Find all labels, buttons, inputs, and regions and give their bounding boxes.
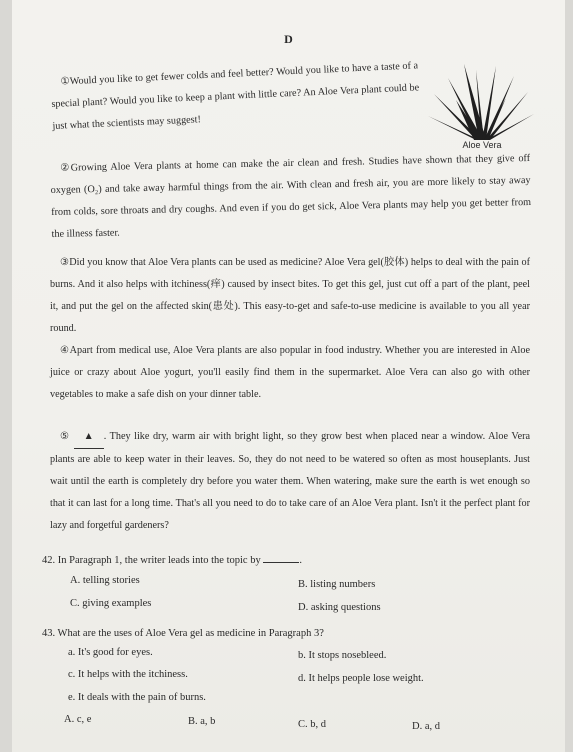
paragraph-1: ①Would you like to get fewer colds and feel better? Would you like to have a taste of a special plant? Would you like to keep a plant with little care? An Aloe Vera plant could be just what the scientists may suggest!: [51, 60, 420, 133]
paragraph-5-text: . They like dry, warm air with bright light, so they grow best when placed near a window. Aloe Vera plants are able to keep water in their leaves. So, they do not need to be watered so often as most houseplants. Just wait until the earth is completely dry before you water them. When watering, make sure the earth is wet enough so that it can last for a long time. That's all you need to do to take care of an Aloe Vera plant. Isn't it the perfect plant for lazy and forgetful gardeners?: [50, 431, 531, 532]
q43-item-b: b. It stops nosebleed.: [298, 650, 387, 661]
exam-page: [12, 0, 565, 752]
q43-option-a[interactable]: A. c, e: [64, 714, 92, 725]
question-43-stem: 43. What are the uses of Aloe Vera gel as medicine in Paragraph 3?: [42, 628, 324, 639]
question-42: [42, 551, 542, 571]
question-42-stem: 42. In Paragraph 1, the writer leads into the topic by: [42, 555, 261, 566]
paragraph-5-number: ⑤: [60, 431, 71, 443]
q42-option-a[interactable]: A. telling stories: [70, 575, 140, 586]
q43-option-c[interactable]: C. b, d: [298, 719, 327, 730]
question-42-blank[interactable]: [263, 562, 299, 563]
q43-option-b[interactable]: B. a, b: [188, 716, 216, 727]
q42-option-d[interactable]: D. asking questions: [298, 602, 381, 613]
q43-item-c: c. It helps with the itchiness.: [68, 669, 188, 680]
paragraph-2: ②Growing Aloe Vera plants at home can make the air clean and fresh. Studies have shown that they give off oxygen (O₂) and take away harmful things from the air. With clean and fresh air, you are more likely to stay away from colds, sore throats and dry coughs. And even if you do get sick, Aloe Vera plants may help you get better from the illness faster.: [50, 153, 532, 241]
aloe-plant-icon: [426, 60, 536, 142]
answer-blank[interactable]: ▲: [74, 426, 104, 449]
q42-option-b[interactable]: B. listing numbers: [298, 579, 376, 590]
q43-item-a: a. It's good for eyes.: [68, 647, 153, 658]
question-42-end: .: [299, 555, 302, 566]
paragraph-3: ③Did you know that Aloe Vera plants can be used as medicine? Aloe Vera gel(胶体) helps to deal with the pain of burns. And it also helps with itchiness(痒) caused by insect bites. To get this gel, just cut off a part of the plant, peel it, and put the gel on the affected skin(患处). This easy-to-get and safe-to-use medicine is available to you all year round.: [50, 257, 530, 335]
image-caption: Aloe Vera: [462, 140, 502, 150]
aloe-vera-illustration: [426, 60, 536, 152]
q43-item-e: e. It deals with the pain of burns.: [68, 692, 206, 703]
paragraph-4: ④Apart from medical use, Aloe Vera plants are also popular in food industry. Whether you are interested in Aloe juice or crazy about Aloe yogurt, you'll easily find them in the supermarket. Aloe Vera can also go with other vegetables to make a safe dish on your dinner table.: [50, 345, 530, 401]
paragraph-5: [50, 426, 530, 537]
q43-option-d[interactable]: D. a, d: [412, 721, 440, 732]
q42-option-c[interactable]: C. giving examples: [70, 598, 152, 609]
q43-item-d: d. It helps people lose weight.: [298, 673, 424, 684]
section-letter: D: [284, 32, 293, 46]
